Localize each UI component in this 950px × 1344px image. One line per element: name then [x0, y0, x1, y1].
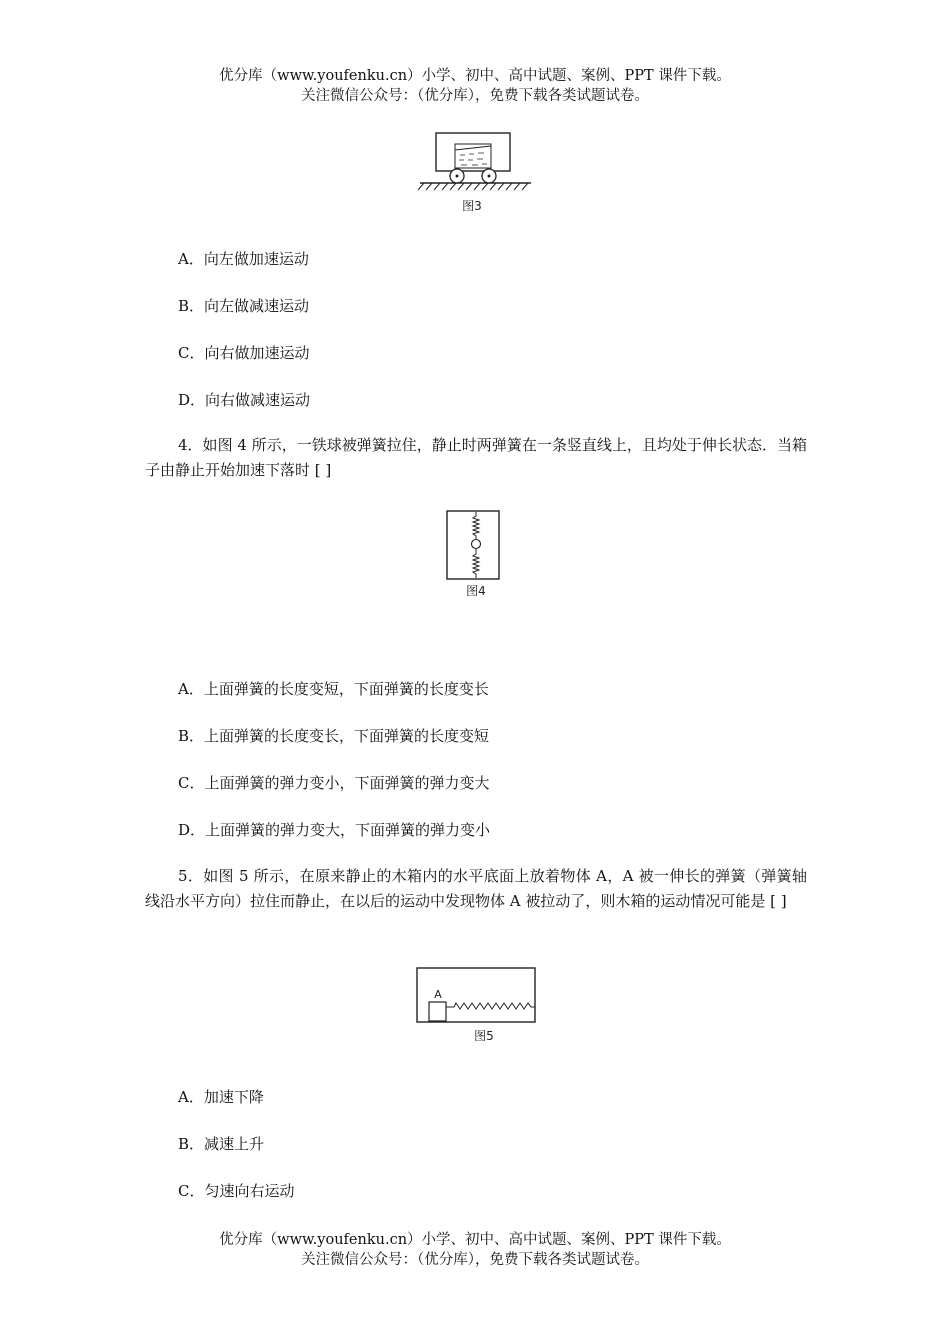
ground-hatch — [418, 183, 528, 190]
figure-3 — [415, 128, 535, 220]
q3-option-b: B．向左做减速运动 — [178, 297, 310, 315]
water-ripples — [459, 153, 487, 165]
q5-option-c: C．匀速向右运动 — [178, 1182, 295, 1200]
header-line-1: 优分库（www.youfenku.cn）小学、初中、高中试题、案例、PPT 课件下载。 — [219, 68, 731, 84]
figure-5-caption: 图5 — [474, 1029, 494, 1043]
figure-4 — [440, 508, 510, 600]
page-header — [0, 66, 950, 106]
iron-ball — [472, 540, 481, 549]
q5-stem-text: 5．如图 5 所示，在原来静止的木箱内的水平底面上放着物体 A，A 被一伸长的弹簧（弹簧轴线沿水平方向）拉住而静止，在以后的运动中发现物体 A 被拉动了，则木箱的运动情况可能是 [ ] — [145, 867, 807, 910]
q3-option-c: C．向右做加速运动 — [178, 344, 310, 362]
q4-stem — [145, 433, 807, 483]
footer-line-1: 优分库（www.youfenku.cn）小学、初中、高中试题、案例、PPT 课件下载。 — [219, 1232, 731, 1248]
figure-5 — [410, 962, 542, 1046]
header-line-2: 关注微信公众号：（优分库），免费下载各类试题试卷。 — [301, 88, 649, 104]
figure-4-caption: 图4 — [466, 584, 486, 598]
q4-option-b: B．上面弹簧的长度变长，下面弹簧的长度变短 — [178, 727, 490, 745]
q4-option-a: A．上面弹簧的长度变短，下面弹簧的长度变长 — [178, 680, 489, 698]
q4-option-d: D．上面弹簧的弹力变大，下面弹簧的弹力变小 — [178, 821, 491, 839]
upper-spring — [473, 512, 479, 539]
lower-spring — [473, 549, 479, 578]
q4-option-c: C．上面弹簧的弹力变小，下面弹簧的弹力变大 — [178, 774, 490, 792]
water-surface — [455, 146, 491, 150]
q5-option-b: B．减速上升 — [178, 1135, 265, 1153]
q4-stem-text: 4．如图 4 所示，一铁球被弹簧拉住，静止时两弹簧在一条竖直线上，且均处于伸长状态．当箱子由静止开始加速下落时 [ ] — [145, 436, 807, 479]
figure-3-caption: 图3 — [462, 199, 482, 213]
q3-option-d: D．向右做减速运动 — [178, 391, 311, 409]
horizontal-spring — [446, 1003, 535, 1009]
footer-line-2: 关注微信公众号：（优分库），免费下载各类试题试卷。 — [301, 1252, 649, 1268]
q5-option-a: A．加速下降 — [178, 1088, 264, 1106]
q5-stem — [145, 864, 807, 914]
q3-option-a: A．向左做加速运动 — [178, 250, 309, 268]
block-a-label: A — [434, 988, 442, 1001]
page-footer — [0, 1230, 950, 1270]
block-a — [429, 1002, 446, 1021]
